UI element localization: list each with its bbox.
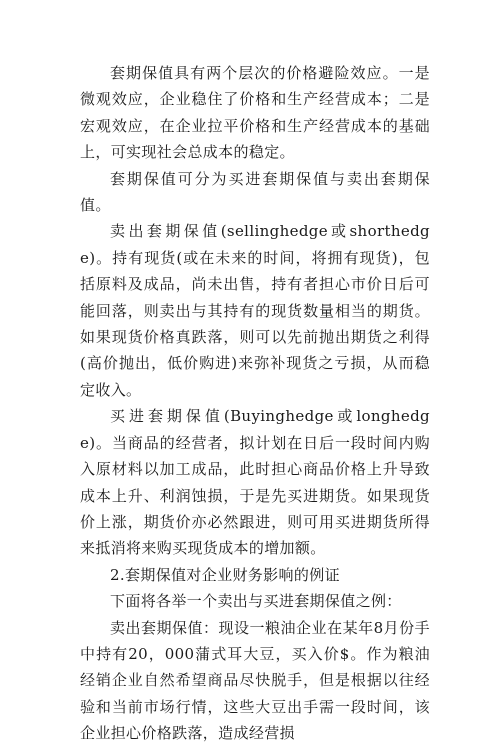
- paragraph-examples-intro: 下面将各举一个卖出与买进套期保值之例：: [110, 592, 402, 611]
- paragraph-short-hedge-example: 卖出套期保值：现设一粮油企业在某年8月份手中持有20，000蒲式耳大豆，买入价$。作为粮油经销企业自然希望商品尽快脱手，但是根据以往经验和当前市场行情，这些大豆出手需一段时间，该企业担心价格跌落，造成经营损: [80, 618, 430, 743]
- paragraph-hedging-effects: 套期保值具有两个层次的价格避险效应。一是微观效应，企业稳住了价格和生产经营成本；二是宏观效应，在企业拉平价格和生产经营成本的基础上，可实现社会总成本的稳定。: [80, 64, 430, 162]
- paragraph-long-hedge: 买进套期保值(Buyinghedge或longhedge)。当商品的经营者，拟计划在日后一段时间内购入原材料以加工成品，此时担心商品价格上升导致成本上升、利润蚀损，于是先买进期货。如果现货价上涨，期货价亦必然跟进，则可用买进期货所得来抵消将来购买现货成本的增加额。: [80, 407, 430, 558]
- paragraph-short-hedge: 卖出套期保值(sellinghedge或shorthedge)。持有现货(或在未来的时间，将拥有现货)，包括原料及成品，尚未出售，持有者担心市价日后可能回落，则卖出与其持有的现货数量相当的期货。如果现货价格真跌落，则可以先前抛出期货之利得(高价抛出，低价购进)来弥补现货之亏损，从而稳定收入。: [80, 222, 430, 399]
- paragraph-hedging-types: 套期保值可分为买进套期保值与卖出套期保值。: [80, 169, 430, 215]
- section-heading-financial-impact: 2.套期保值对企业财务影响的例证: [110, 565, 340, 584]
- document-body: [80, 60, 430, 747]
